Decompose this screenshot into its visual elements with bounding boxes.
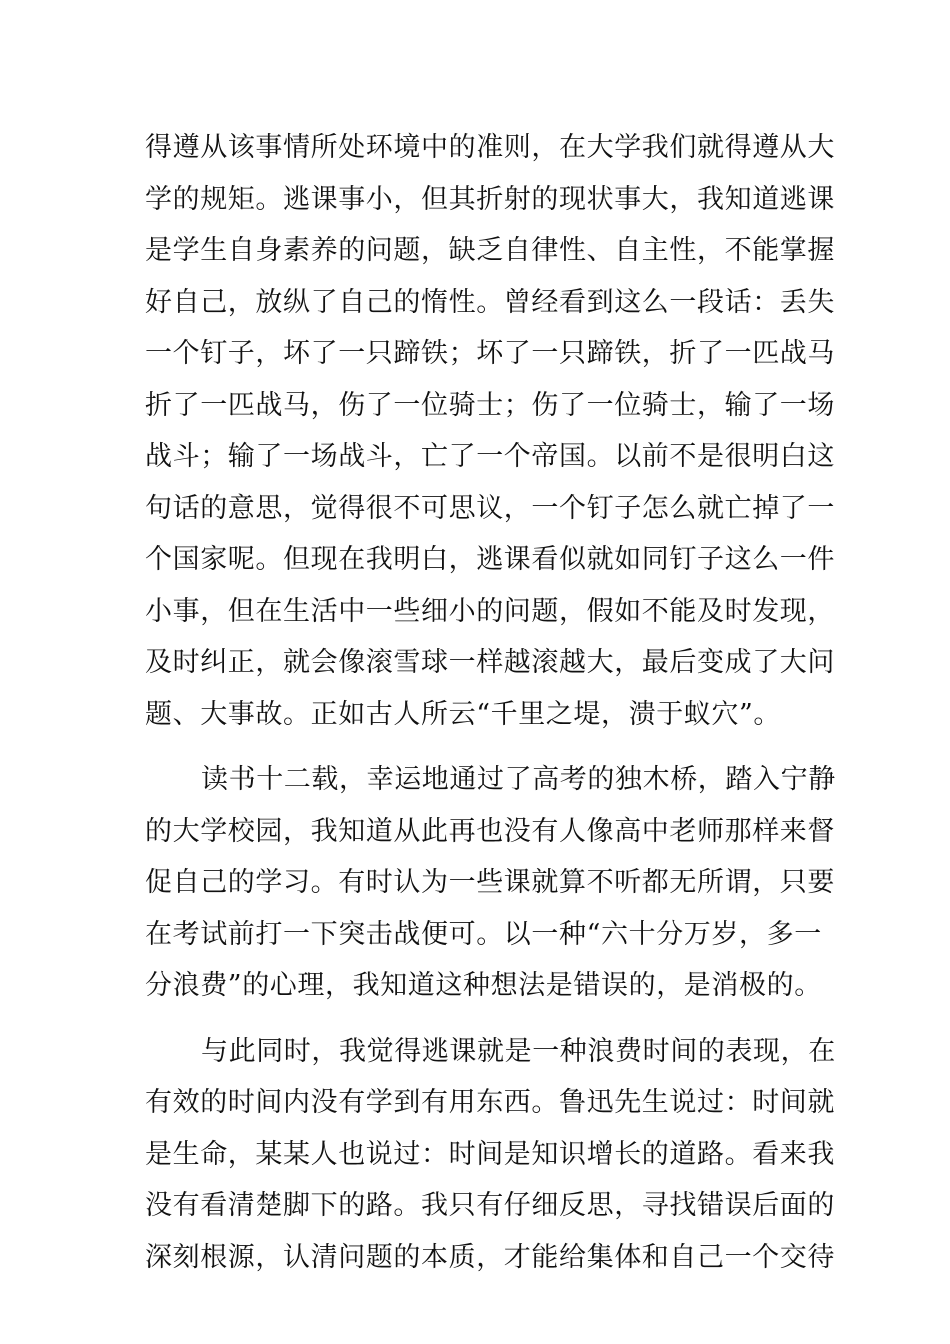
text-line: 个国家呢。但现在我明白，逃课看似就如同钉子这么一件 (145, 544, 835, 575)
text-line: 折了一匹战马，伤了一位骑士；伤了一位骑士，输了一场 (145, 389, 835, 421)
text-line: 学的规矩。逃课事小，但其折射的现状事大，我知道逃课 (145, 183, 835, 215)
paragraph-spacer (145, 1012, 815, 1026)
text-line: 一个钉子，坏了一只蹄铁；坏了一只蹄铁，折了一匹战马 (145, 338, 835, 369)
text-line: 有效的时间内没有学到有用东西。鲁迅先生说过：时间就 (145, 1087, 835, 1118)
text-line: 在考试前打一下突击战便可。以一种“六十分万岁，多一 (145, 918, 822, 950)
text-line: 的大学校园，我知道从此再也没有人像高中老师那样来督 (145, 815, 835, 847)
document-body (145, 122, 836, 1283)
paragraph (145, 122, 835, 740)
text-line: 句话的意思，觉得很不可思议，一个钉子怎么就亡掉了一 (145, 492, 835, 524)
text-line: 读书十二载，幸运地通过了高考的独木桥，踏入宁静 (201, 764, 836, 795)
text-line: 得遵从该事情所处环境中的准则，在大学我们就得遵从大 (145, 132, 835, 163)
text-line: 是学生自身素养的问题，缺乏自律性、自主性，不能掌握 (145, 235, 835, 266)
paragraph (145, 1026, 836, 1284)
text-line: 小事，但在生活中一些细小的问题，假如不能及时发现， (145, 595, 835, 627)
text-line: 深刻根源，认清问题的本质，才能给集体和自己一个交待 (145, 1241, 835, 1273)
text-line: 题、大事故。正如古人所云“千里之堤，溃于蚁穴”。 (145, 698, 782, 730)
paragraph (145, 754, 836, 1012)
text-line: 是生命，某某人也说过：时间是知识增长的道路。看来我 (145, 1138, 835, 1170)
text-line: 及时纠正，就会像滚雪球一样越滚越大，最后变成了大问 (145, 647, 835, 678)
text-line: 好自己，放纵了自己的惰性。曾经看到这么一段话：丢失 (145, 286, 835, 318)
paragraph-spacer (145, 740, 815, 754)
text-line: 没有看清楚脚下的路。我只有仔细反思，寻找错误后面的 (145, 1190, 835, 1221)
text-line: 促自己的学习。有时认为一些课就算不听都无所谓，只要 (145, 867, 835, 898)
text-line: 分浪费”的心理，我知道这种想法是错误的，是消极的。 (145, 970, 822, 1001)
text-line: 战斗；输了一场战斗，亡了一个帝国。以前不是很明白这 (145, 441, 835, 472)
text-line: 与此同时，我觉得逃课就是一种浪费时间的表现，在 (201, 1035, 836, 1067)
